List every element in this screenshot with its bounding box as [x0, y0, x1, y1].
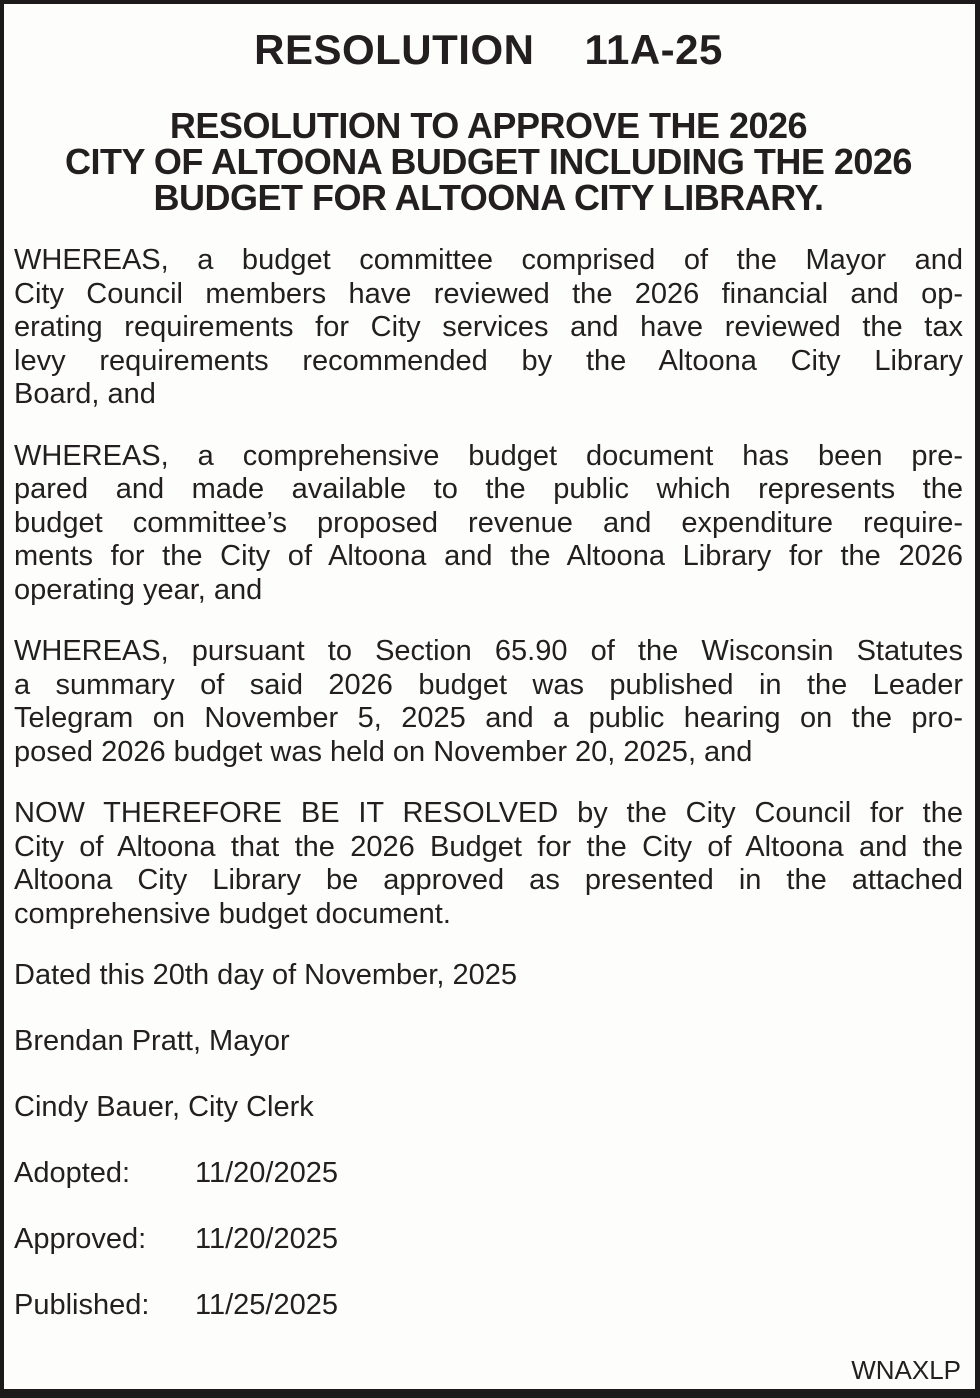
title-number: 11A-25 [584, 26, 723, 73]
paragraph-line: City Council members have reviewed the 2026 financial and op- [14, 277, 963, 310]
record-value: 11/20/2025 [195, 1157, 338, 1189]
signatory-clerk: Cindy Bauer, City Clerk [14, 1091, 314, 1123]
paragraph-line: levy requirements recommended by the Altoona City Library [14, 344, 963, 377]
whereas-paragraph-1 [14, 244, 963, 412]
record-label: Published: [14, 1289, 150, 1321]
paragraph-line: ments for the City of Altoona and the Altoona Library for the 2026 [14, 540, 963, 572]
resolution-title [14, 28, 963, 72]
signatory-mayor: Brendan Pratt, Mayor [14, 1025, 290, 1057]
record-label: Approved: [14, 1223, 147, 1255]
record-value: 11/20/2025 [195, 1223, 338, 1255]
title-word: RESOLUTION [254, 26, 535, 73]
paragraph-line: comprehensive budget document. [14, 897, 451, 930]
record-value: 11/25/2025 [195, 1289, 338, 1321]
paragraph-line: NOW THEREFORE BE IT RESOLVED by the City Council for the [14, 797, 963, 829]
paragraph-line: pared and made available to the public which represents the [14, 473, 963, 505]
subtitle-line: CITY OF ALTOONA BUDGET INCLUDING THE 2026 [65, 141, 912, 182]
resolution-subtitle [14, 105, 963, 218]
paragraph-line: WHEREAS, a comprehensive budget document has been pre- [14, 439, 963, 472]
paragraph-line: posed 2026 budget was held on November 20, 2025, and [14, 735, 753, 768]
paragraph-line: operating year, and [14, 573, 263, 606]
adopted-row [14, 1157, 963, 1191]
paragraph-line: Altoona City Library be approved as presented in the attached [14, 864, 963, 896]
whereas-paragraph-3 [14, 635, 963, 769]
paragraph-line: Board, and [14, 378, 156, 410]
dated-line: Dated this 20th day of November, 2025 [14, 959, 517, 991]
paragraph-line: WHEREAS, pursuant to Section 65.90 of the Wisconsin Statutes [14, 635, 963, 667]
subtitle-line: BUDGET FOR ALTOONA CITY LIBRARY. [153, 177, 824, 218]
paragraph-line: WHEREAS, a budget committee comprised of the Mayor and [14, 244, 963, 276]
paragraph-line: budget committee’s proposed revenue and expenditure require- [14, 506, 963, 539]
paragraph-line: erating requirements for City services and have reviewed the tax [14, 311, 963, 343]
published-row [14, 1289, 963, 1323]
notice-body [14, 244, 963, 1385]
record-label: Adopted: [14, 1157, 131, 1189]
approved-row [14, 1223, 963, 1257]
resolved-paragraph [14, 797, 963, 931]
whereas-paragraph-2 [14, 440, 963, 608]
subtitle-line: RESOLUTION TO APPROVE THE 2026 [169, 105, 808, 146]
paragraph-line: City of Altoona that the 2026 Budget for the City of Altoona and the [14, 830, 963, 863]
paragraph-line: Telegram on November 5, 2025 and a public hearing on the pro- [14, 702, 963, 734]
paragraph-line: a summary of said 2026 budget was published in the Leader [14, 668, 963, 701]
newspaper-code: WNAXLP [851, 1355, 961, 1385]
